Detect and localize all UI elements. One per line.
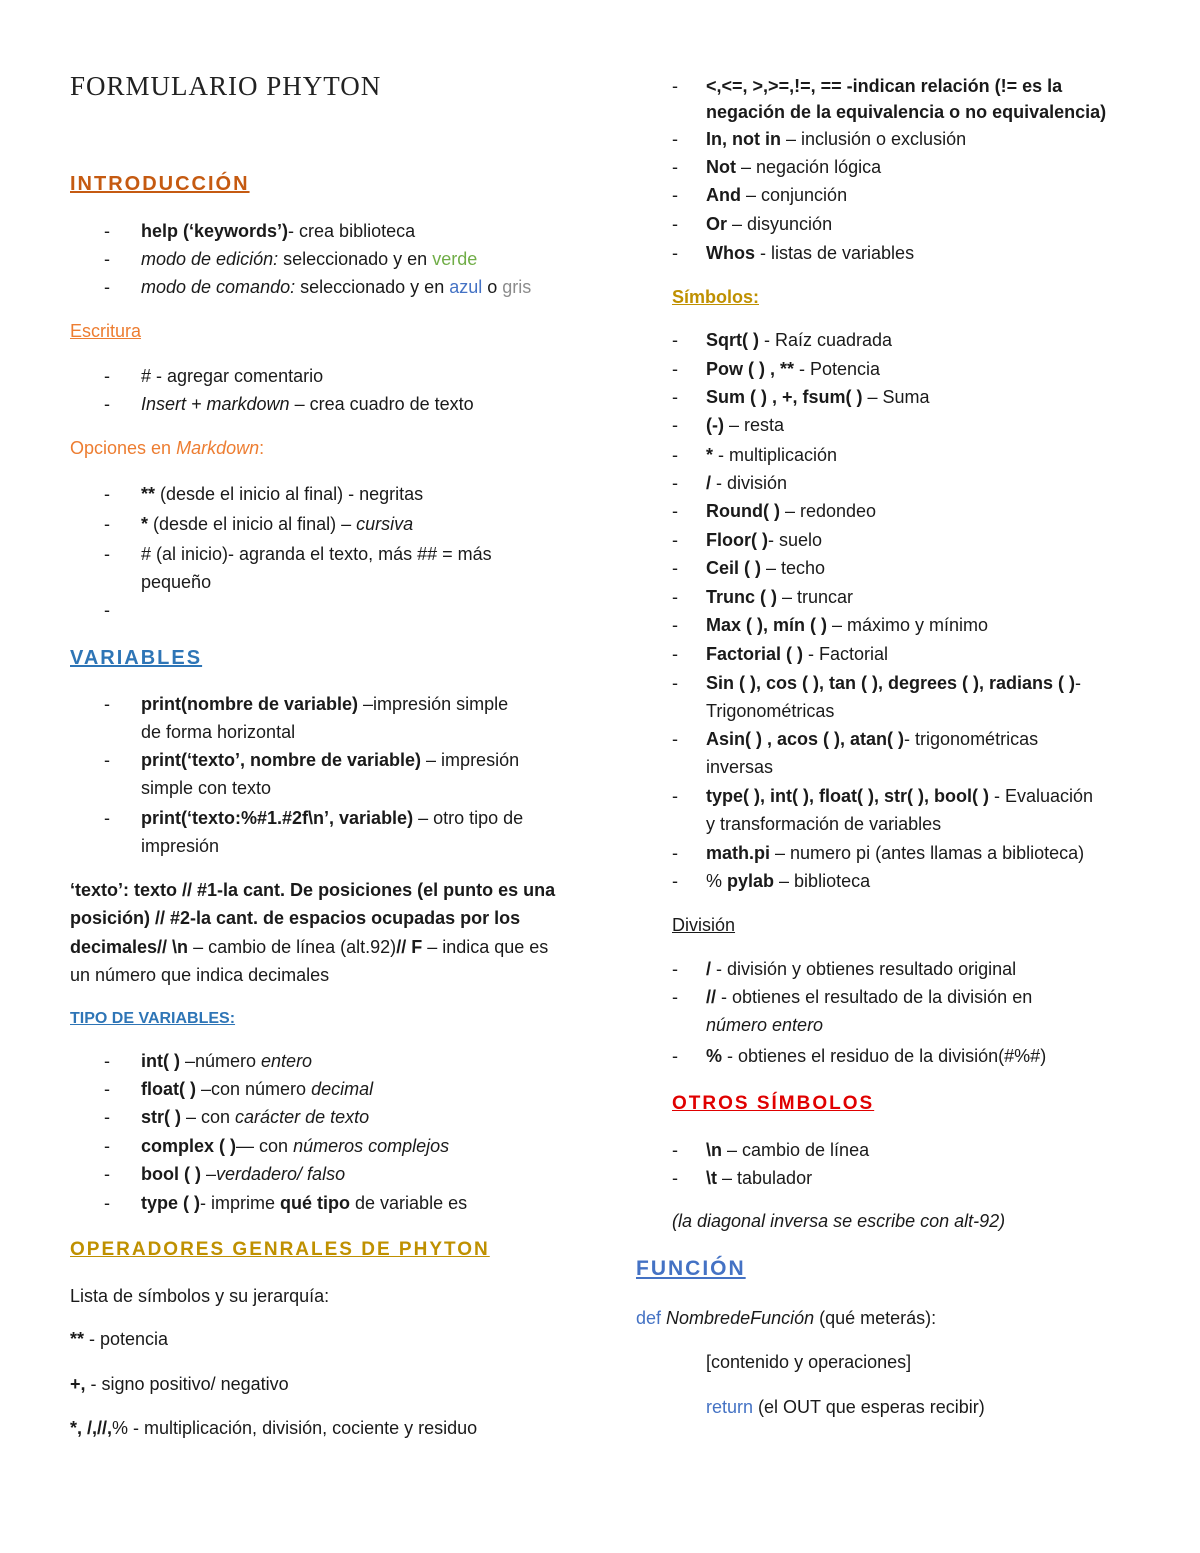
heading-otros-simbolos: OTROS SÍMBOLOS <box>672 1093 875 1114</box>
bullet-dash: - <box>672 243 678 263</box>
heading-funcion: FUNCIÓN <box>636 1257 746 1280</box>
heading-variables: VARIABLES <box>70 647 203 669</box>
funcion-return-line: return (el OUT que esperas recibir) <box>706 1397 985 1417</box>
list-item: Sin ( ), cos ( ), tan ( ), degrees ( ), radians ( )- <box>706 673 1082 693</box>
list-item: Ceil ( ) – techo <box>706 558 826 578</box>
list-item: / - división <box>706 473 788 493</box>
bullet-dash: - <box>672 214 678 234</box>
funcion-body: [contenido y operaciones] <box>706 1352 912 1372</box>
list-item: % - obtienes el residuo de la división(#%#) <box>706 1046 1047 1066</box>
list-item: Trunc ( ) – truncar <box>706 587 854 607</box>
note-line: posición) // #2-la cant. de espacios ocupadas por los <box>70 908 521 928</box>
list-item: * (desde el inicio al final) – cursiva <box>141 514 414 534</box>
bullet-dash: - <box>672 1046 678 1066</box>
bullet-dash: - <box>104 484 110 504</box>
list-item: In, not in – inclusión o exclusión <box>706 129 967 149</box>
list-item: ** (desde el inicio al final) - negritas <box>141 484 424 504</box>
list-item-continuation: y transformación de variables <box>706 814 942 834</box>
list-item: Max ( ), mín ( ) – máximo y mínimo <box>706 615 989 635</box>
bullet-dash: - <box>672 473 678 493</box>
list-item: help (‘keywords’)- crea biblioteca <box>141 221 416 241</box>
bullet-dash: - <box>672 786 678 806</box>
list-item: # - agregar comentario <box>141 366 324 386</box>
bullet-dash: - <box>104 1193 110 1213</box>
list-item: / - división y obtienes resultado original <box>706 959 1017 979</box>
list-item: str( ) – con carácter de texto <box>141 1107 370 1127</box>
funcion-def-line: def NombredeFunción (qué meterás): <box>636 1308 937 1328</box>
bullet-dash: - <box>672 843 678 863</box>
subheading-division: División <box>672 915 736 935</box>
bullet-dash: - <box>104 544 110 564</box>
list-item-continuation: inversas <box>706 757 774 777</box>
list-item: Asin( ) , acos ( ), atan( )- trigonométricas <box>706 729 1039 749</box>
bullet-dash: - <box>672 615 678 635</box>
bullet-dash: - <box>672 673 678 693</box>
heading-introduccion: INTRODUCCIÓN <box>70 173 250 195</box>
bullet-dash: - <box>672 359 678 379</box>
bullet-dash: - <box>104 600 110 620</box>
bullet-dash: - <box>104 1164 110 1184</box>
bullet-dash: - <box>104 1136 110 1156</box>
bullet-dash: - <box>104 249 110 269</box>
list-item: bool ( ) –verdadero/ falso <box>141 1164 346 1184</box>
page-title: FORMULARIO PHYTON <box>70 71 382 101</box>
list-item: % pylab – biblioteca <box>706 871 871 891</box>
bullet-dash: - <box>104 1051 110 1071</box>
heading-operadores: OPERADORES GENRALES DE PHYTON <box>70 1239 490 1260</box>
bullet-dash: - <box>672 129 678 149</box>
list-item: Or – disyunción <box>706 214 833 234</box>
bullet-dash: - <box>104 394 110 414</box>
list-item: \t – tabulador <box>706 1168 813 1188</box>
list-item: # (al inicio)- agranda el texto, más ## = más <box>141 544 492 564</box>
list-item: type( ), int( ), float( ), str( ), bool( ) - Evaluación <box>706 786 1094 806</box>
list-item: type ( )- imprime qué tipo de variable es <box>141 1193 468 1213</box>
subheading-escritura: Escritura <box>70 321 142 341</box>
bullet-dash: - <box>672 501 678 521</box>
bullet-dash: - <box>672 415 678 435</box>
bullet-dash: - <box>104 514 110 534</box>
list-item: * - multiplicación <box>706 445 838 465</box>
bullet-dash: - <box>672 729 678 749</box>
list-item: int( ) –número entero <box>141 1051 313 1071</box>
list-item: modo de edición: seleccionado y en verde <box>141 249 478 269</box>
bullet-dash: - <box>672 644 678 664</box>
bullet-dash: - <box>672 157 678 177</box>
list-item: (-) – resta <box>706 415 785 435</box>
bullet-dash: - <box>672 530 678 550</box>
list-item-continuation: de forma horizontal <box>141 722 296 742</box>
list-item: complex ( )— con números complejos <box>141 1136 450 1156</box>
list-item: Insert + markdown – crea cuadro de texto <box>141 394 474 414</box>
list-item-continuation: número entero <box>706 1015 824 1035</box>
note-line: decimales// \n – cambio de línea (alt.92)// F – indica que es <box>70 937 549 957</box>
bullet-dash: - <box>104 366 110 386</box>
list-item: And – conjunción <box>706 185 848 205</box>
list-item: float( ) –con número decimal <box>141 1079 374 1099</box>
list-item: Sqrt( ) - Raíz cuadrada <box>706 330 893 350</box>
bullet-dash: - <box>104 277 110 297</box>
list-item: print(nombre de variable) –impresión simple <box>141 694 509 714</box>
list-item: print(‘texto’, nombre de variable) – impresión <box>141 750 520 770</box>
operator-line: ** - potencia <box>70 1329 169 1349</box>
bullet-dash: - <box>672 387 678 407</box>
list-item: \n – cambio de línea <box>706 1140 870 1160</box>
list-item: print(‘texto:%#1.#2f\n’, variable) – otro tipo de <box>141 808 524 828</box>
bullet-dash: - <box>672 1140 678 1160</box>
list-item: Sum ( ) , +, fsum( ) – Suma <box>706 387 930 407</box>
operadores-intro: Lista de símbolos y su jerarquía: <box>70 1286 330 1306</box>
list-item-continuation: negación de la equivalencia o no equivalencia) <box>706 102 1107 122</box>
operator-line: *, /,//,% - multiplicación, división, cociente y residuo <box>70 1418 478 1438</box>
bullet-dash: - <box>672 587 678 607</box>
list-item: math.pi – numero pi (antes llamas a biblioteca) <box>706 843 1085 863</box>
subheading-simbolos: Símbolos: <box>672 287 760 307</box>
subheading-tipo-variables: TIPO DE VARIABLES: <box>70 1010 236 1027</box>
list-item: // - obtienes el resultado de la división en <box>706 987 1033 1007</box>
bullet-dash: - <box>104 1079 110 1099</box>
bullet-dash: - <box>672 445 678 465</box>
list-item: Whos - listas de variables <box>706 243 915 263</box>
bullet-dash: - <box>672 76 678 96</box>
list-item-continuation: impresión <box>141 836 220 856</box>
bullet-dash: - <box>672 185 678 205</box>
list-item: Round( ) – redondeo <box>706 501 877 521</box>
operator-line: +, - signo positivo/ negativo <box>70 1374 289 1394</box>
list-item: Not – negación lógica <box>706 157 882 177</box>
subheading-markdown: Opciones en Markdown: <box>70 438 265 458</box>
bullet-dash: - <box>104 808 110 828</box>
bullet-dash: - <box>672 1168 678 1188</box>
list-item: Pow ( ) , ** - Potencia <box>706 359 881 379</box>
bullet-dash: - <box>672 558 678 578</box>
otros-note: (la diagonal inversa se escribe con alt-92) <box>672 1211 1006 1231</box>
note-line: ‘texto’: texto // #1-la cant. De posiciones (el punto es una <box>70 880 556 900</box>
bullet-dash: - <box>104 694 110 714</box>
bullet-dash: - <box>104 750 110 770</box>
bullet-dash: - <box>672 330 678 350</box>
bullet-dash: - <box>104 1107 110 1127</box>
note-line: un número que indica decimales <box>70 965 330 985</box>
bullet-dash: - <box>672 987 678 1007</box>
bullet-dash: - <box>672 959 678 979</box>
bullet-dash: - <box>672 871 678 891</box>
list-item: Factorial ( ) - Factorial <box>706 644 889 664</box>
bullet-dash: - <box>104 221 110 241</box>
list-item-continuation: simple con texto <box>141 778 272 798</box>
list-item-continuation: Trigonométricas <box>706 701 835 721</box>
list-item: <,<=, >,>=,!=, == -indican relación (!= es la <box>706 76 1063 96</box>
list-item: Floor( )- suelo <box>706 530 823 550</box>
list-item-continuation: pequeño <box>141 572 212 592</box>
list-item: modo de comando: seleccionado y en azul o gris <box>141 277 532 297</box>
